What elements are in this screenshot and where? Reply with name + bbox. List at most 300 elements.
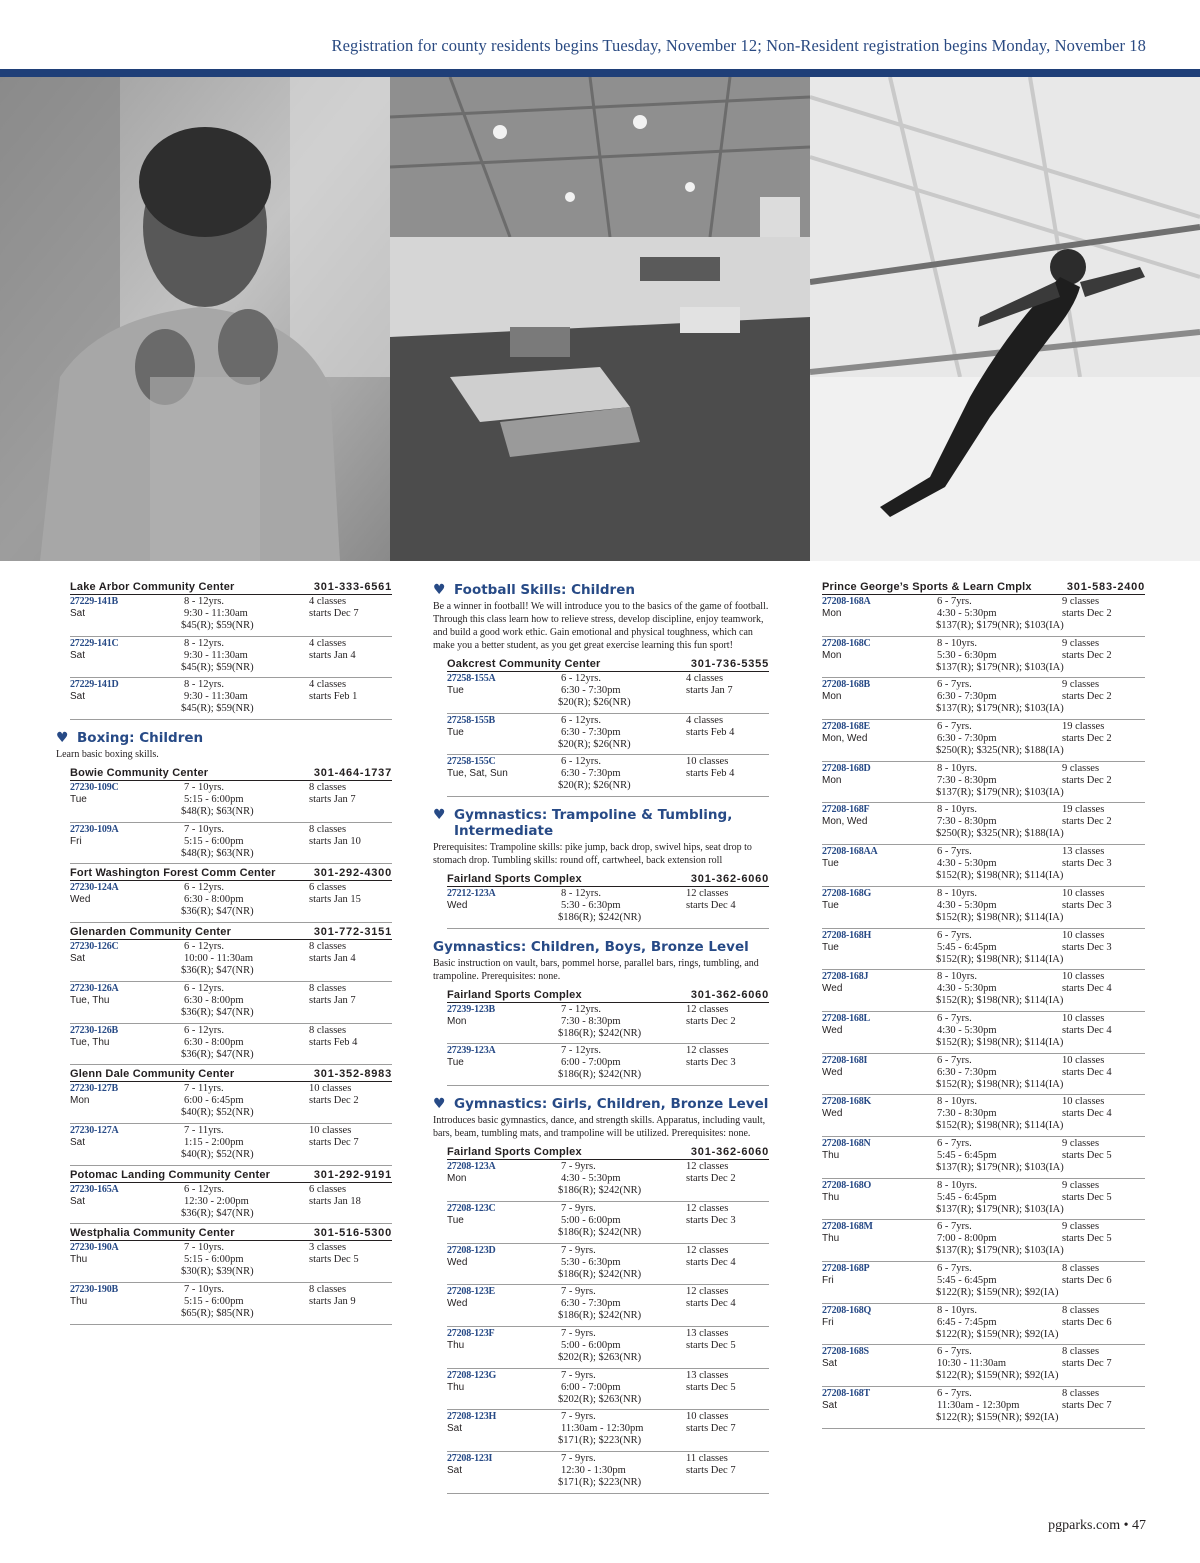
location-header [70, 578, 392, 595]
class-code[interactable]: 27208-168J [822, 971, 869, 983]
class-fee: $65(R); $85(NR) [181, 1307, 254, 1319]
class-fee: $152(R); $198(NR); $114(IA) [936, 1120, 1064, 1132]
class-count: 13 classes [1062, 846, 1105, 858]
class-time: 6:30 - 8:00pm [184, 1036, 244, 1048]
location-name: Fort Washington Forest Comm Center [70, 867, 276, 880]
class-row [447, 1202, 769, 1244]
class-ages: 7 - 12yrs. [561, 1003, 601, 1015]
class-time: 12:30 - 2:00pm [184, 1195, 249, 1207]
class-code[interactable]: 27208-168K [822, 1096, 872, 1108]
class-time: 4:30 - 5:30pm [937, 608, 997, 619]
class-days: Tue, Thu [70, 1036, 110, 1048]
class-count: 6 classes [309, 1183, 347, 1195]
class-fee: $36(R); $47(NR) [181, 1048, 254, 1060]
class-count: 8 classes [1062, 1388, 1100, 1400]
class-start: starts Dec 2 [686, 1173, 736, 1185]
location-phone: 301-516-5300 [313, 1227, 392, 1240]
class-count: 12 classes [686, 1045, 729, 1057]
class-days: Mon, Wed [822, 733, 868, 745]
section-description: Basic instruction on vault, bars, pommel horse, parallel bars, rings, tumbling, and trampoline. Prerequisites: none. [433, 957, 759, 982]
class-code[interactable]: 27208-168O [822, 1179, 872, 1191]
class-code[interactable]: 27208-168D [822, 762, 871, 774]
class-fee: $122(R); $159(NR); $92(IA) [936, 1370, 1059, 1382]
class-code[interactable]: 27208-123F [447, 1327, 495, 1339]
class-fee: $122(R); $159(NR); $92(IA) [936, 1328, 1059, 1340]
class-days: Sat [70, 1195, 86, 1207]
class-count: 10 classes [686, 756, 729, 768]
class-code[interactable]: 27229-141B [70, 596, 119, 607]
class-ages: 8 - 10yrs. [937, 804, 977, 816]
class-code[interactable]: 27230-109A [70, 823, 119, 835]
class-row [447, 1285, 769, 1327]
class-time: 7:30 - 8:30pm [937, 816, 997, 828]
class-time: 5:00 - 6:00pm [561, 1339, 621, 1351]
class-row [447, 1160, 769, 1202]
class-time: 6:30 - 8:00pm [184, 994, 244, 1006]
class-start: starts Jan 4 [309, 649, 356, 661]
class-row [822, 762, 1145, 804]
class-row [822, 929, 1145, 971]
class-code[interactable]: 27208-168H [822, 929, 872, 941]
class-code[interactable]: 27212-123A [447, 888, 496, 900]
class-count: 8 classes [309, 1024, 347, 1036]
class-code[interactable]: 27230-126C [70, 941, 119, 953]
class-count: 9 classes [1062, 679, 1100, 691]
class-start: starts Jan 9 [309, 1295, 356, 1307]
class-code[interactable]: 27208-123I [447, 1452, 493, 1464]
class-count: 9 classes [1062, 1221, 1100, 1233]
class-row [822, 1345, 1145, 1387]
class-time: 5:15 - 6:00pm [184, 1295, 244, 1307]
class-start: starts Dec 3 [1062, 941, 1112, 953]
class-row [447, 714, 769, 756]
class-fee: $20(R); $26(NR) [558, 738, 631, 750]
class-count: 11 classes [686, 1452, 728, 1464]
class-days: Thu [822, 1149, 840, 1161]
class-count: 10 classes [686, 1411, 729, 1423]
class-days: Mon [447, 1173, 467, 1185]
class-code[interactable]: 27208-123H [447, 1411, 497, 1423]
class-time: 7:30 - 8:30pm [561, 1015, 621, 1027]
class-start: starts Jan 7 [309, 794, 356, 806]
class-code[interactable]: 27230-127B [70, 1083, 119, 1095]
class-count: 12 classes [686, 1003, 729, 1015]
class-ages: 6 - 7yrs. [937, 721, 972, 733]
class-days: Thu [447, 1381, 465, 1393]
class-code[interactable]: 27208-168N [822, 1137, 871, 1149]
class-ages: 7 - 10yrs. [184, 823, 224, 835]
class-row [447, 1369, 769, 1411]
class-count: 10 classes [309, 1083, 352, 1095]
class-days: Fri [822, 1316, 834, 1328]
class-time: 9:30 - 11:30am [184, 691, 248, 703]
class-ages: 7 - 9yrs. [561, 1244, 596, 1256]
class-count: 8 classes [309, 982, 347, 994]
class-count: 8 classes [309, 823, 347, 835]
class-start: starts Dec 2 [309, 1095, 359, 1107]
class-row [447, 1003, 769, 1045]
class-count: 8 classes [309, 941, 347, 953]
class-list [433, 887, 769, 929]
class-fee: $48(R); $63(NR) [181, 847, 254, 859]
class-start: starts Jan 15 [309, 894, 361, 906]
location-name: Glenarden Community Center [70, 926, 232, 939]
class-code[interactable]: 27208-168L [822, 1012, 871, 1024]
class-start: starts Feb 4 [686, 726, 735, 738]
class-row [70, 982, 392, 1024]
class-start: starts Dec 2 [1062, 774, 1112, 786]
class-row [70, 1124, 392, 1166]
class-code[interactable]: 27208-168Q [822, 1304, 872, 1316]
class-days: Tue [447, 726, 464, 738]
class-days: Sat [70, 691, 86, 703]
class-ages: 7 - 9yrs. [561, 1411, 596, 1423]
class-start: starts Dec 4 [1062, 1066, 1112, 1078]
class-time: 5:30 - 6:30pm [937, 649, 997, 661]
class-count: 13 classes [686, 1369, 729, 1381]
class-row [447, 672, 769, 714]
class-code[interactable]: 27229-141C [70, 637, 119, 649]
class-time: 6:30 - 7:30pm [561, 726, 621, 738]
class-days: Mon [70, 1095, 90, 1107]
class-ages: 7 - 9yrs. [561, 1286, 596, 1298]
class-start: starts Feb 4 [309, 1036, 358, 1048]
class-row [822, 1262, 1145, 1304]
class-code[interactable]: 27208-168E [822, 721, 871, 733]
class-list [56, 781, 392, 864]
section-description: Be a winner in football! We will introduce you to the basics of the game of football. Through this class learn how to relieve stress, develop discipline, enjoy teamwork, and build a good work ethic. Gain emotional and physical toughness, which can make you a better student, as you get great exercise learning this fun sport! [433, 601, 769, 651]
class-ages: 7 - 10yrs. [184, 782, 224, 794]
gymnast-bars-photo [810, 77, 1200, 561]
class-time: 5:45 - 6:45pm [937, 1275, 997, 1286]
class-days: Fri [822, 1275, 834, 1286]
page-footer: pgparks.com • 47 [1048, 1518, 1146, 1533]
class-start: starts Dec 2 [1062, 816, 1112, 828]
class-count: 8 classes [309, 782, 347, 794]
class-ages: 8 - 12yrs. [184, 637, 224, 649]
location-header [70, 764, 392, 781]
location-header [447, 870, 769, 887]
class-code[interactable]: 27208-168A [822, 596, 871, 607]
class-time: 6:00 - 6:45pm [184, 1095, 244, 1107]
class-count: 13 classes [686, 1327, 729, 1339]
class-ages: 6 - 12yrs. [561, 714, 601, 726]
class-row [70, 1024, 392, 1066]
class-time: 5:15 - 6:00pm [184, 794, 244, 806]
class-time: 12:30 - 1:30pm [561, 1464, 626, 1476]
class-days: Tue [822, 858, 839, 870]
class-fee: $137(R); $179(NR); $103(IA) [936, 1245, 1064, 1257]
class-fee: $36(R); $47(NR) [181, 1207, 254, 1219]
class-count: 6 classes [309, 882, 347, 894]
class-start: starts Dec 7 [1062, 1358, 1112, 1370]
section-description: Introduces basic gymnastics, dance, and strength skills. Apparatus, including vault, bars, beam, tumbling mats, and trampoline will be utilized. Prerequisites: none. [433, 1115, 766, 1140]
class-code[interactable]: 27208-123E [447, 1286, 496, 1298]
class-row [822, 1054, 1145, 1096]
class-start: starts Dec 3 [1062, 858, 1112, 870]
class-time: 6:30 - 7:30pm [561, 685, 621, 696]
class-days: Wed [447, 900, 468, 912]
class-row [447, 1452, 769, 1494]
class-code[interactable]: 27208-168S [822, 1346, 869, 1358]
class-list [433, 672, 769, 797]
class-fee: $152(R); $198(NR); $114(IA) [936, 953, 1064, 965]
class-time: 6:30 - 7:30pm [561, 1298, 621, 1310]
class-ages: 8 - 10yrs. [937, 1304, 977, 1316]
class-code[interactable]: 27208-123C [447, 1202, 496, 1214]
class-days: Tue [822, 899, 839, 911]
class-fee: $250(R); $325(NR); $188(IA) [936, 745, 1064, 757]
class-fee: $40(R); $52(NR) [181, 1148, 254, 1160]
class-fee: $122(R); $159(NR); $92(IA) [936, 1412, 1059, 1424]
class-time: 10:00 - 11:30am [184, 953, 254, 965]
class-fee: $152(R); $198(NR); $114(IA) [936, 1078, 1064, 1090]
class-time: 4:30 - 5:30pm [937, 1024, 997, 1036]
registration-banner: Registration for county residents begins Tuesday, November 12; Non-Resident registration begins Monday, November 18 [331, 36, 1146, 55]
class-row [70, 1283, 392, 1325]
class-ages: 6 - 7yrs. [937, 1346, 972, 1358]
class-ages: 8 - 10yrs. [937, 762, 977, 774]
location-phone: 301-736-5355 [690, 658, 769, 670]
class-days: Mon, Wed [822, 816, 868, 828]
class-start: starts Dec 3 [686, 1057, 736, 1069]
class-row [822, 1137, 1145, 1179]
class-count: 8 classes [1062, 1263, 1100, 1274]
class-code[interactable]: 27258-155A [447, 673, 496, 684]
location-header [70, 1166, 392, 1183]
class-ages: 6 - 12yrs. [184, 941, 224, 953]
class-row [822, 845, 1145, 887]
class-fee: $137(R); $179(NR); $103(IA) [936, 786, 1064, 798]
class-code[interactable]: 27208-168T [822, 1388, 871, 1400]
class-days: Mon [822, 774, 842, 786]
class-days: Tue [447, 1057, 464, 1069]
class-row [822, 595, 1145, 637]
location-phone: 301-292-9191 [313, 1168, 392, 1181]
location-header [447, 1143, 769, 1160]
header-rule [0, 69, 1200, 77]
class-fee: $152(R); $198(NR); $114(IA) [936, 870, 1064, 882]
class-code[interactable]: 27229-141D [70, 679, 119, 691]
class-ages: 7 - 11yrs. [184, 1083, 224, 1095]
class-ages: 7 - 9yrs. [561, 1202, 596, 1214]
class-code[interactable]: 27258-155B [447, 714, 496, 726]
class-list [433, 1003, 769, 1086]
class-time: 5:15 - 6:00pm [184, 1254, 244, 1266]
location-name: Westphalia Community Center [70, 1227, 235, 1240]
class-count: 10 classes [309, 1124, 352, 1136]
class-start: starts Dec 6 [1062, 1275, 1112, 1286]
class-time: 6:30 - 8:00pm [184, 894, 244, 906]
class-row [70, 678, 392, 720]
class-code[interactable]: 27208-168M [822, 1221, 873, 1233]
class-time: 6:00 - 7:00pm [561, 1057, 621, 1069]
class-time: 6:00 - 7:00pm [561, 1381, 621, 1393]
class-row [822, 887, 1145, 929]
class-ages: 6 - 7yrs. [937, 596, 972, 607]
class-start: starts Dec 5 [686, 1381, 736, 1393]
class-days: Tue [70, 794, 87, 806]
class-code[interactable]: 27208-168F [822, 804, 870, 816]
class-list [56, 1082, 392, 1165]
class-code[interactable]: 27208-123A [447, 1161, 496, 1173]
location-header [70, 923, 392, 940]
class-days: Thu [822, 1191, 840, 1203]
class-time: 6:30 - 7:30pm [561, 768, 621, 780]
class-code[interactable]: 27208-123G [447, 1369, 497, 1381]
class-start: starts Dec 7 [309, 1136, 359, 1148]
class-row [822, 1095, 1145, 1137]
class-code[interactable]: 27230-126A [70, 982, 119, 994]
location-phone: 301-362-6060 [690, 988, 769, 1001]
class-time: 10:30 - 11:30am [937, 1358, 1007, 1370]
class-code[interactable]: 27230-127A [70, 1124, 119, 1136]
class-count: 3 classes [309, 1242, 347, 1254]
class-fee: $250(R); $325(NR); $188(IA) [936, 828, 1064, 840]
class-ages: 8 - 10yrs. [937, 637, 977, 649]
class-code[interactable]: 27239-123A [447, 1045, 496, 1057]
class-row [447, 755, 769, 797]
class-ages: 7 - 11yrs. [184, 1124, 224, 1136]
class-ages: 6 - 12yrs. [561, 756, 601, 768]
class-time: 7:00 - 8:00pm [937, 1233, 997, 1245]
class-code[interactable]: 27208-123D [447, 1244, 496, 1256]
class-ages: 7 - 10yrs. [184, 1242, 224, 1254]
column-2 [433, 572, 769, 1494]
heart-icon: ♥ [56, 730, 69, 747]
class-code[interactable]: 27208-168AA [822, 846, 878, 858]
class-start: starts Dec 4 [1062, 1108, 1112, 1120]
section-title-boxing [56, 730, 392, 746]
class-days: Thu [822, 1233, 840, 1245]
class-time: 7:30 - 8:30pm [937, 774, 997, 786]
class-code[interactable]: 27208-168G [822, 887, 872, 899]
class-code[interactable]: 27230-190A [70, 1242, 119, 1254]
class-ages: 6 - 7yrs. [937, 1137, 972, 1149]
class-time: 7:30 - 8:30pm [937, 1108, 997, 1120]
heart-icon: ♥ [433, 582, 446, 598]
class-fee: $40(R); $52(NR) [181, 1107, 254, 1119]
class-fee: $48(R); $63(NR) [181, 806, 254, 818]
class-time: 11:30am - 12:30pm [561, 1423, 644, 1435]
boxing-girl-photo [0, 77, 390, 561]
class-start: starts Dec 5 [686, 1339, 736, 1351]
class-ages: 7 - 12yrs. [561, 1045, 601, 1057]
class-code[interactable]: 27230-165A [70, 1183, 119, 1195]
class-ages: 6 - 12yrs. [184, 882, 224, 894]
class-code[interactable]: 27230-124A [70, 882, 119, 894]
class-count: 10 classes [1062, 887, 1105, 899]
class-count: 10 classes [1062, 1054, 1105, 1066]
class-row [70, 1082, 392, 1124]
class-start: starts Dec 4 [686, 1256, 736, 1268]
class-days: Tue [822, 941, 839, 953]
class-ages: 6 - 12yrs. [561, 673, 601, 684]
class-row [70, 637, 392, 679]
section-title-boys-bronze [433, 939, 769, 955]
class-count: 10 classes [1062, 1096, 1105, 1108]
location-name: Prince George’s Sports & Learn Cmplx [822, 581, 1032, 593]
class-start: starts Dec 7 [309, 608, 359, 619]
class-row [822, 1387, 1145, 1429]
class-count: 12 classes [686, 888, 729, 900]
section-title-girls-bronze [433, 1096, 769, 1112]
section-title-text: Intermediate [454, 823, 554, 840]
class-row [822, 1220, 1145, 1262]
class-count: 9 classes [1062, 1137, 1100, 1149]
class-ages: 6 - 7yrs. [937, 679, 972, 691]
location-phone: 301-362-6060 [690, 1146, 769, 1159]
location-phone: 301-772-3151 [313, 926, 392, 939]
class-days: Tue, Thu [70, 994, 110, 1006]
class-fee: $171(R); $223(NR) [558, 1435, 642, 1447]
location-name: Oakcrest Community Center [447, 658, 601, 670]
class-time: 6:45 - 7:45pm [937, 1316, 997, 1328]
class-code[interactable]: 27208-168P [822, 1263, 870, 1274]
class-start: starts Dec 3 [1062, 899, 1112, 911]
location-header [447, 986, 769, 1003]
class-count: 9 classes [1062, 762, 1100, 774]
class-days: Sat [70, 608, 86, 619]
class-time: 4:30 - 5:30pm [937, 858, 997, 870]
class-ages: 8 - 12yrs. [184, 596, 224, 607]
location-name: Fairland Sports Complex [447, 988, 582, 1001]
location-name: Potomac Landing Community Center [70, 1168, 271, 1181]
class-time: 5:45 - 6:45pm [937, 1191, 997, 1203]
class-days: Sat [70, 1136, 86, 1148]
class-time: 9:30 - 11:30am [184, 649, 248, 661]
class-fee: $202(R); $263(NR) [558, 1393, 642, 1405]
class-fee: $122(R); $159(NR); $92(IA) [936, 1287, 1059, 1298]
class-code[interactable]: 27230-190B [70, 1283, 119, 1295]
class-fee: $152(R); $198(NR); $114(IA) [936, 995, 1064, 1007]
class-fee: $137(R); $179(NR); $103(IA) [936, 1161, 1064, 1173]
class-code[interactable]: 27208-168B [822, 679, 871, 691]
class-row [70, 781, 392, 823]
photo-strip [0, 77, 1200, 561]
class-start: starts Dec 4 [1062, 983, 1112, 995]
class-count: 4 classes [309, 596, 347, 607]
class-fee: $186(R); $242(NR) [558, 1268, 642, 1280]
class-days: Wed [822, 983, 843, 995]
class-code[interactable]: 27230-109C [70, 782, 119, 794]
class-days: Sat [447, 1464, 463, 1476]
class-code[interactable]: 27258-155C [447, 756, 496, 768]
class-code[interactable]: 27230-126B [70, 1024, 119, 1036]
heart-icon: ♥ [433, 807, 446, 824]
class-code[interactable]: 27239-123B [447, 1003, 496, 1015]
class-count: 19 classes [1062, 721, 1105, 733]
class-days: Wed [447, 1298, 468, 1310]
class-days: Thu [70, 1295, 88, 1307]
section-title-trampoline [433, 807, 769, 839]
class-code[interactable]: 27208-168C [822, 637, 871, 649]
class-start: starts Dec 5 [1062, 1233, 1112, 1245]
class-ages: 7 - 10yrs. [184, 1283, 224, 1295]
class-count: 4 classes [309, 637, 347, 649]
class-time: 6:30 - 7:30pm [937, 1066, 997, 1078]
section-title-text: Boxing: Children [77, 730, 204, 747]
class-fee: $186(R); $242(NR) [558, 1310, 642, 1322]
class-count: 12 classes [686, 1286, 729, 1298]
class-count: 10 classes [1062, 971, 1105, 983]
class-fee: $45(R); $59(NR) [181, 620, 254, 631]
class-count: 4 classes [686, 673, 724, 684]
class-days: Tue, Sat, Sun [447, 768, 508, 780]
class-ages: 6 - 7yrs. [937, 1012, 972, 1024]
class-code[interactable]: 27208-168I [822, 1054, 868, 1066]
class-row [70, 940, 392, 982]
